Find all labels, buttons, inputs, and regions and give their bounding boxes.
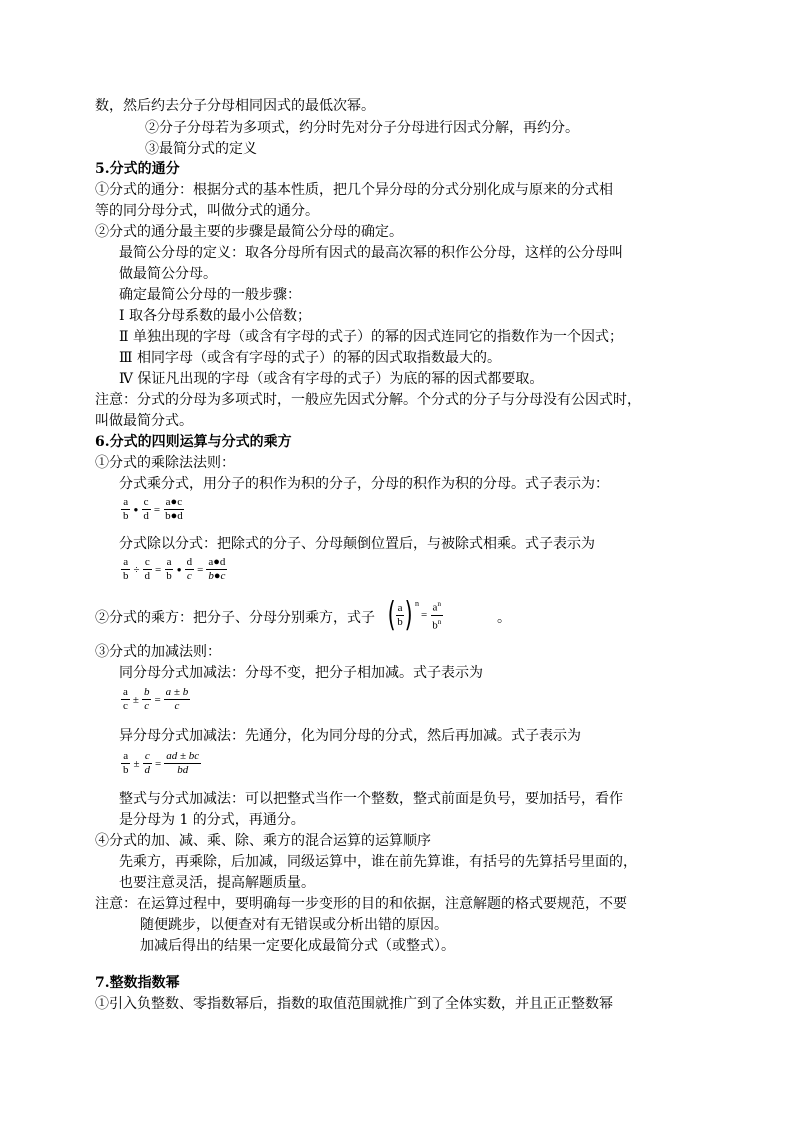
text-line: 最简公分母的定义：取各分母所有因式的最高次幂的积作公分母，这样的公分母叫 <box>119 245 623 261</box>
formula-different-denominator <box>120 750 202 777</box>
frac-num: b <box>143 686 150 698</box>
frac-num: c <box>143 496 149 508</box>
frac-den: bd <box>177 764 189 776</box>
text-line: 同分母分式加减法：分母不变，把分子相加减。式子表示为 <box>119 665 483 681</box>
equals-sign: = <box>154 693 161 706</box>
frac-num: c <box>144 750 150 762</box>
text-line: ④分式的加、减、乘、除、乘方的混合运算的运算顺序 <box>95 833 431 849</box>
dot-operator: ● <box>133 505 139 514</box>
note-line: 注意：分式的分母为多项式时，一般应先因式分解。个分式的分子与分母没有公因式时， <box>95 392 641 408</box>
text-line: ②分式的乘方：把分子、分母分别乘方，式子 <box>95 610 375 626</box>
frac-num: a <box>166 556 172 568</box>
note-line: 叫做最简分式。 <box>95 413 193 429</box>
formula-divide <box>120 556 228 583</box>
formula-same-denominator <box>120 686 191 713</box>
frac-den: b●c <box>208 570 226 582</box>
frac-num: $a^n$ <box>432 600 441 614</box>
left-paren: ( <box>387 595 396 636</box>
dot-operator: ● <box>176 565 182 574</box>
frac-num: a <box>123 496 129 508</box>
divide-operator: ÷ <box>133 563 140 576</box>
frac-num: a <box>123 556 129 568</box>
frac-num: d <box>186 556 193 568</box>
frac-den: d <box>144 570 151 582</box>
exponent: n <box>415 598 420 608</box>
frac-den: b <box>397 615 403 628</box>
frac-num: a●d <box>208 556 226 568</box>
equals-sign: = <box>421 609 428 622</box>
section-heading-7: 7.整数指数幂 <box>95 975 180 991</box>
formula-multiply <box>120 496 186 523</box>
frac-den: b <box>123 510 129 522</box>
text-line: 也要注意灵活，提高解题质量。 <box>119 875 315 891</box>
equals-sign: = <box>155 563 162 576</box>
frac-num: ad ± bc <box>166 750 200 762</box>
equals-sign: = <box>197 563 204 576</box>
text-line: ①分式的通分：根据分式的基本性质，把几个异分母的分式分别化成与原来的分式相 <box>95 182 613 198</box>
frac-den: c <box>186 570 192 582</box>
text-line: ②分子分母若为多项式，约分时先对分子分母进行因式分解，再约分。 <box>145 120 579 136</box>
text-line: ①引入负整数、零指数幂后，指数的取值范围就推广到了全体实数，并且正正整数幂 <box>95 996 613 1012</box>
list-item: Ⅲ 相同字母（或含有字母的式子）的幂的因式取指数最大的。 <box>119 350 501 366</box>
text-line: 异分母分式加减法：先通分，化为同分母的分式，然后再加减。式子表示为 <box>119 728 581 744</box>
text-line: ③分式的加减法则： <box>95 644 221 660</box>
frac-den: b <box>123 764 129 776</box>
frac-den: c <box>123 700 128 712</box>
list-item: Ⅱ 单独出现的字母（或含有字母的式子）的幂的因式连同它的指数作为一个因式； <box>119 329 623 345</box>
text-line: 等的同分母分式，叫做分式的通分。 <box>95 203 319 219</box>
section-heading-5: 5.分式的通分 <box>95 161 180 177</box>
frac-den: b <box>166 570 172 582</box>
plus-minus: ± <box>132 693 139 706</box>
section-heading-6: 6.分式的四则运算与分式的乘方 <box>95 434 292 450</box>
text-line: 确定最简公分母的一般步骤： <box>119 287 301 303</box>
right-paren: ) <box>404 595 413 636</box>
text-line: ②分式的通分最主要的步骤是最简公分母的确定。 <box>95 224 403 240</box>
equals-sign: = <box>153 503 161 516</box>
frac-num: a <box>123 750 129 762</box>
list-item: Ⅰ 取各分母系数的最小公倍数； <box>119 308 311 324</box>
note-line: 注意：在运算过程中，要明确每一步变形的目的和依据，注意解题的格式要规范，不要 <box>95 896 627 912</box>
text-line: ③最简分式的定义 <box>145 141 257 157</box>
note-line: 随便跳步，以便查对有无错误或分析出错的原因。 <box>140 917 448 933</box>
plus-minus: ± <box>133 757 140 770</box>
equals-sign: = <box>155 757 162 770</box>
frac-den: c <box>144 700 150 712</box>
frac-num: a <box>123 686 128 698</box>
text-line: 。 <box>497 610 511 626</box>
text-line: 做最简公分母。 <box>119 266 217 282</box>
text-line: 分式乘分式，用分子的积作为积的分子，分母的积作为积的分母。式子表示为： <box>119 476 609 492</box>
frac-num: a●c <box>165 496 183 508</box>
frac-den: d <box>143 510 149 522</box>
text-line: 先乘方，再乘除，后加减，同级运算中，谁在前先算谁，有括号的先算括号里面的， <box>119 854 637 870</box>
frac-den: b <box>123 570 129 582</box>
formula-power <box>385 595 444 636</box>
text-line: 整式与分式加减法：可以把整式当作一个整数，整式前面是负号，要加括号，看作 <box>119 791 623 807</box>
frac-num: c <box>144 556 150 568</box>
frac-den: c <box>174 700 180 712</box>
frac-den: $b^n$ <box>432 617 442 632</box>
text-line: 数，然后约去分子分母相同因式的最低次幂。 <box>95 98 375 114</box>
frac-num: a ± b <box>165 686 189 698</box>
frac-den: b●d <box>165 510 183 522</box>
text-line: ①分式的乘除法法则： <box>95 455 235 471</box>
list-item: Ⅳ 保证凡出现的字母（或含有字母的式子）为底的幂的因式都要取。 <box>119 371 544 387</box>
frac-den: d <box>144 764 151 776</box>
text-line: 分式除以分式：把除式的分子、分母颠倒位置后，与被除式相乘。式子表示为 <box>119 536 595 552</box>
frac-num: a <box>397 601 403 614</box>
text-line: 是分母为 1 的分式，再通分。 <box>119 812 305 828</box>
note-line: 加减后得出的结果一定要化成最简分式（或整式）。 <box>140 938 455 954</box>
